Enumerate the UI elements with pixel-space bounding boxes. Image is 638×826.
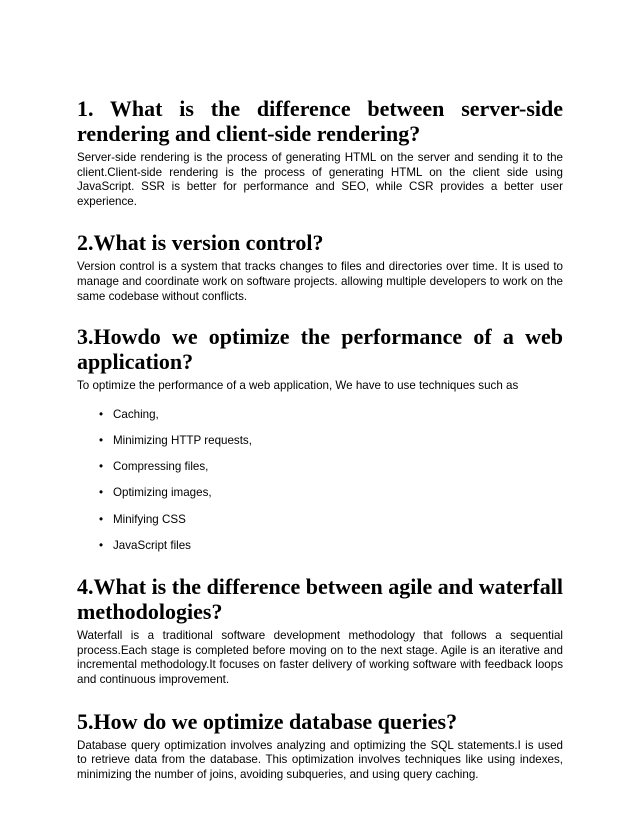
section-body: Database query optimization involves analyzing and optimizing the SQL statements.I is used to retrieve data from the database. This optimization involves techniques like using indexes, minimizing the number of joins, avoiding subqueries, and using query caching. [77,738,563,781]
list-item-text: Compressing files, [113,460,209,474]
section-heading: 3.Howdo we optimize the performance of a web application? [77,324,563,375]
bullet-icon: • [99,460,104,474]
list-item-text: Minifying CSS [113,512,186,526]
section-body: To optimize the performance of a web application, We have to use techniques such as [77,379,519,393]
section-4 [77,574,563,687]
section-body: Version control is a system that tracks changes to files and directories over time. It is used to manage and coordinate work on software projects. allowing multiple developers to work on the same codebase without conflicts. [77,260,563,303]
list-item-text: Minimizing HTTP requests, [113,433,252,447]
section-body: Waterfall is a traditional software development methodology that follows a sequential process.Each stage is completed before moving on to the next stage. Agile is an iterative and incremental methodology.It focuses on faster delivery of working software with feedback loops and continuous improvement. [77,629,563,687]
list-item [99,539,563,554]
section-body: Server-side rendering is the process of generating HTML on the server and sending it to the client.Client-side rendering is the process of generating HTML on the client side using JavaScript. SSR is better for performance and SEO, while CSR provides a better user experience. [77,151,563,208]
section-heading: 2.What is version control? [77,230,324,256]
bullet-icon: • [99,407,104,421]
list-item [99,460,563,475]
list-item-text: Optimizing images, [113,486,212,500]
section-5 [77,709,563,783]
bullet-icon: • [99,433,104,447]
bullet-icon: • [99,538,104,552]
section-heading: 1. What is the difference between server-side rendering and client-side rendering? [77,96,563,146]
section-1 [77,96,563,209]
technique-list [77,408,563,554]
document-page [77,96,563,782]
section-heading: 5.How do we optimize database queries? [77,708,458,734]
list-item [99,486,563,501]
bullet-icon: • [99,486,104,500]
list-item [99,408,563,423]
list-item-text: JavaScript files [113,538,191,552]
section-2 [77,230,563,304]
list-item-text: Caching, [113,407,159,421]
list-item [99,513,563,528]
section-heading: 4.What is the difference between agile and waterfall methodologies? [77,574,563,625]
list-item [99,434,563,449]
section-3 [77,324,563,553]
bullet-icon: • [99,512,104,526]
